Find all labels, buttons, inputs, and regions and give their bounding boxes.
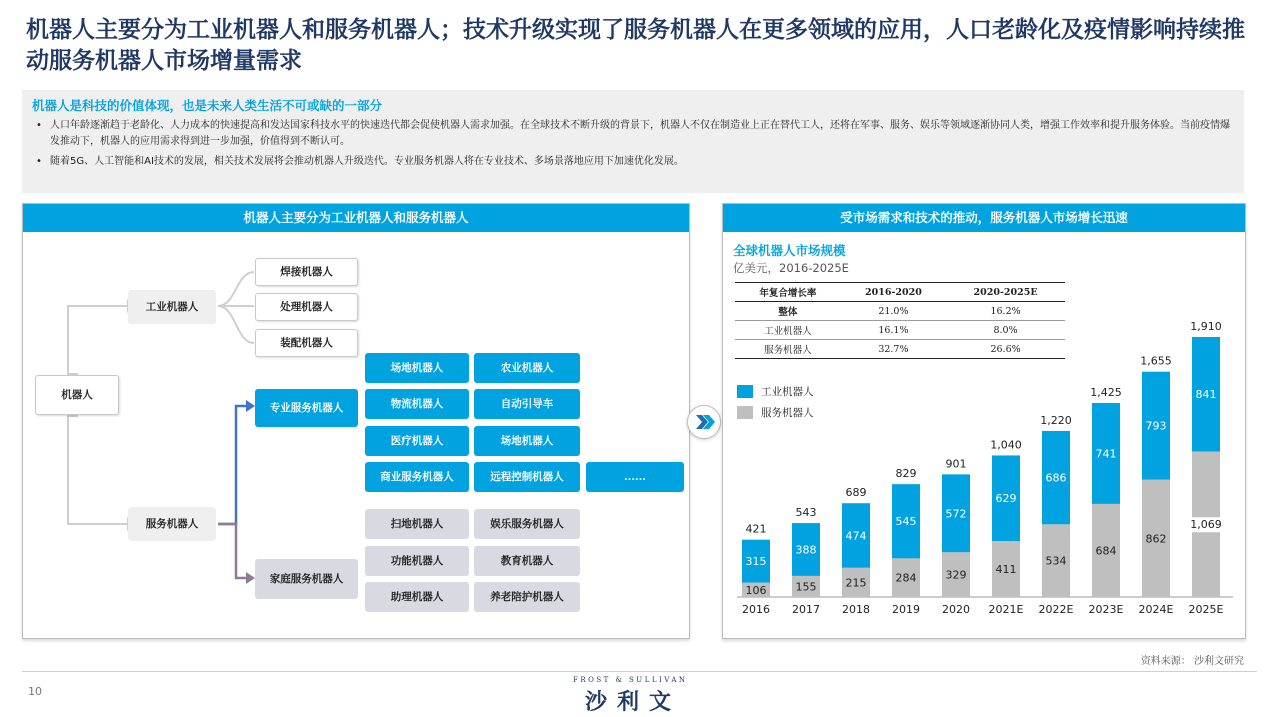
page-number: 10 bbox=[28, 685, 42, 698]
data-label-industrial: 686 bbox=[1045, 471, 1067, 485]
summary-bullets bbox=[22, 118, 1240, 175]
x-tick-label: 2024E bbox=[1138, 603, 1174, 616]
data-label-total: 1,655 bbox=[1140, 354, 1172, 368]
household-child-node: 教育机器人 bbox=[474, 546, 580, 576]
data-label-industrial: 793 bbox=[1145, 419, 1167, 433]
data-label-industrial: 545 bbox=[895, 515, 917, 529]
data-label-industrial: 388 bbox=[795, 543, 817, 557]
data-label-service: 534 bbox=[1045, 554, 1067, 568]
right-panel-header: 受市场需求和技术的推动，服务机器人市场增长迅速 bbox=[723, 204, 1245, 232]
cagr-cell: 16.2% bbox=[946, 302, 1065, 321]
data-label-total: 543 bbox=[795, 506, 817, 520]
household-child-node: 扫地机器人 bbox=[365, 509, 469, 539]
summary-bullet: • 人口年龄逐渐趋于老龄化、人力成本的快速提高和发达国家科技水平的快速迭代都会促使机器人需求加强。在全球技术不断升级的背景下，机器人不仅在制造业上正在替代工人，还将在军事、服务、娱乐等领域逐渐协同人类，增强工作效率和提升服务体验。当前疫情爆发推动下，机器人的应用需求得到进一步加强，价值得到不断认可。 bbox=[50, 118, 1230, 149]
x-tick-label: 2021E bbox=[988, 603, 1024, 616]
data-label-industrial: 315 bbox=[745, 555, 767, 569]
handling-robot-node: 处理机器人 bbox=[255, 293, 358, 321]
cagr-cell: 21.0% bbox=[841, 302, 946, 321]
professional-child-node: 远程控制机器人 bbox=[474, 462, 580, 492]
professional-child-node: 农业机器人 bbox=[474, 353, 580, 383]
data-label-industrial: 629 bbox=[995, 492, 1017, 506]
professional-child-node: 场地机器人 bbox=[365, 353, 469, 383]
data-label-service: 684 bbox=[1095, 544, 1117, 558]
household-child-node: 功能机器人 bbox=[365, 546, 469, 576]
data-label-total: 421 bbox=[745, 522, 767, 536]
cagr-header: 年复合增长率 bbox=[735, 283, 841, 302]
professional-child-node: 商业服务机器人 bbox=[365, 462, 469, 492]
footer-divider bbox=[22, 671, 1257, 672]
source-note: 资料来源： 沙利文研究 bbox=[1140, 656, 1244, 667]
data-label-total: 1,910 bbox=[1190, 320, 1222, 333]
data-label-service: 862 bbox=[1145, 532, 1167, 546]
service-robot-node: 服务机器人 bbox=[128, 507, 216, 541]
data-label-service: 284 bbox=[895, 571, 917, 585]
summary-box bbox=[22, 90, 1244, 193]
data-label-total: 1,040 bbox=[990, 438, 1022, 452]
welding-robot-node: 焊接机器人 bbox=[255, 258, 358, 286]
data-label-total: 901 bbox=[945, 457, 967, 471]
page-title: 机器人主要分为工业机器人和服务机器人；技术升级实现了服务机器人在更多领域的应用，人口老龄化及疫情影响持续推动服务机器人市场增量需求 bbox=[26, 16, 1245, 74]
x-tick-label: 2017 bbox=[792, 603, 820, 616]
assembly-robot-node: 装配机器人 bbox=[255, 329, 358, 357]
cagr-cell: 服务机器人 bbox=[735, 340, 841, 359]
data-label-service: 215 bbox=[845, 576, 867, 590]
x-tick-label: 2018 bbox=[842, 603, 870, 616]
robot-root-node: 机器人 bbox=[35, 375, 119, 415]
data-label-service: 329 bbox=[945, 568, 967, 582]
data-label-industrial: 572 bbox=[945, 507, 967, 521]
cagr-header: 2016-2020 bbox=[841, 283, 946, 302]
professional-service-robot-node: 专业服务机器人 bbox=[255, 389, 358, 427]
household-service-robot-node: 家庭服务机器人 bbox=[255, 559, 358, 599]
legend-label: 服务机器人 bbox=[761, 407, 814, 419]
x-tick-label: 2023E bbox=[1088, 603, 1124, 616]
household-child-node: 助理机器人 bbox=[365, 582, 469, 612]
summary-bullet: • 随着5G、人工智能和AI技术的发展，相关技术发展将会推动机器人升级迭代。专业服务机器人将在专业技术、多场景落地应用下加速优化发展。 bbox=[50, 154, 1230, 170]
cagr-cell: 32.7% bbox=[841, 340, 946, 359]
market-size-panel bbox=[722, 203, 1246, 639]
chevron-right-icon bbox=[687, 405, 721, 439]
data-label-total: 829 bbox=[895, 467, 917, 481]
professional-child-node: 物流机器人 bbox=[365, 389, 469, 419]
data-label-total: 1,220 bbox=[1040, 413, 1072, 427]
cagr-cell: 26.6% bbox=[946, 340, 1065, 359]
chart-subtitle: 亿美元，2016-2025E bbox=[733, 261, 849, 275]
summary-heading: 机器人是科技的价值体现，也是未来人类生活不可或缺的一部分 bbox=[32, 98, 383, 113]
x-tick-label: 2019 bbox=[892, 603, 920, 616]
cagr-cell: 16.1% bbox=[841, 321, 946, 340]
x-tick-label: 2020 bbox=[942, 603, 970, 616]
data-label-service: 411 bbox=[995, 563, 1017, 577]
data-label-service: 1,069 bbox=[1190, 518, 1222, 532]
data-label-total: 1,425 bbox=[1090, 386, 1122, 400]
x-tick-label: 2025E bbox=[1188, 603, 1224, 616]
cagr-cell: 8.0% bbox=[946, 321, 1065, 340]
industrial-robot-node: 工业机器人 bbox=[128, 290, 216, 324]
data-label-service: 106 bbox=[745, 583, 767, 597]
chart-title: 全球机器人市场规模 bbox=[733, 243, 846, 258]
stacked-bar-chart bbox=[723, 204, 1247, 640]
data-label-industrial: 474 bbox=[845, 529, 867, 543]
data-label-industrial: 841 bbox=[1195, 388, 1217, 402]
cagr-cell: 工业机器人 bbox=[735, 321, 841, 340]
cagr-cell: 整体 bbox=[735, 302, 841, 321]
household-child-node: 养老陪护机器人 bbox=[474, 582, 580, 612]
x-tick-label: 2022E bbox=[1038, 603, 1074, 616]
logo: 沙利文 bbox=[585, 689, 682, 715]
logo-subtext: FROST & SULLIVAN bbox=[573, 676, 688, 684]
data-label-total: 689 bbox=[845, 486, 867, 500]
data-label-service: 155 bbox=[795, 580, 817, 594]
legend-label: 工业机器人 bbox=[761, 386, 814, 398]
cagr-header: 2020-2025E bbox=[946, 283, 1065, 302]
robot-classification-panel bbox=[22, 203, 690, 639]
left-panel-header: 机器人主要分为工业机器人和服务机器人 bbox=[23, 204, 689, 232]
professional-more-node: ...... bbox=[586, 462, 684, 492]
x-tick-label: 2016 bbox=[742, 603, 770, 616]
professional-child-node: 场地机器人 bbox=[474, 426, 580, 456]
professional-child-node: 自动引导车 bbox=[474, 389, 580, 419]
professional-child-node: 医疗机器人 bbox=[365, 426, 469, 456]
household-child-node: 娱乐服务机器人 bbox=[474, 509, 580, 539]
data-label-industrial: 741 bbox=[1095, 447, 1117, 461]
